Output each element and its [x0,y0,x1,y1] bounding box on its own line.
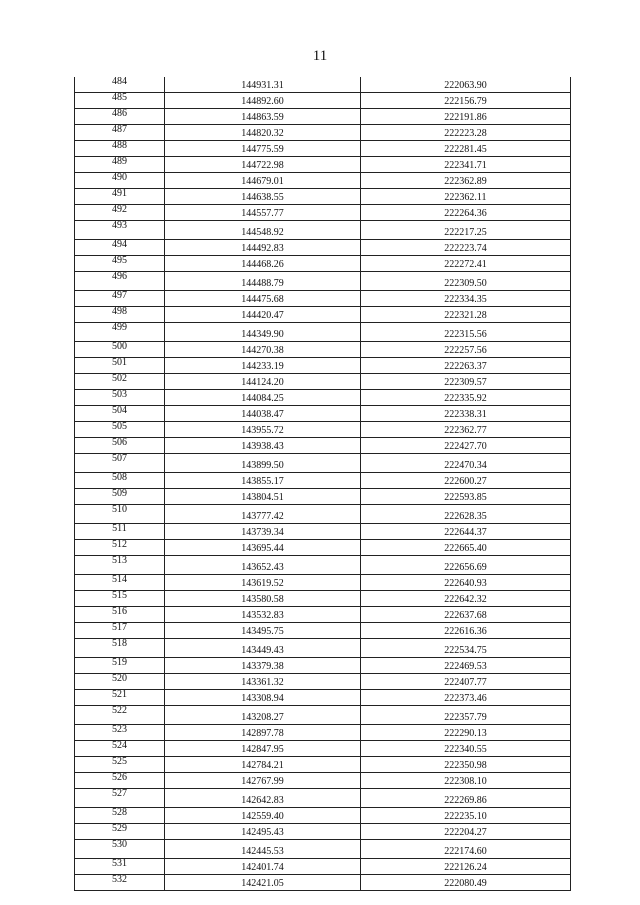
y-coordinate-cell: 222269.86 [361,789,571,808]
x-coordinate-cell: 142421.05 [165,875,361,891]
x-coordinate-cell: 142401.74 [165,859,361,875]
y-coordinate-cell: 222290.13 [361,725,571,741]
table-row [75,489,571,505]
point-number-cell: 531 [75,859,165,875]
point-number-cell: 505 [75,422,165,438]
table-row [75,189,571,205]
point-number-cell: 502 [75,374,165,390]
point-number-cell: 526 [75,773,165,789]
point-number-cell: 504 [75,406,165,422]
x-coordinate-cell: 143379.38 [165,658,361,674]
table-row [75,390,571,406]
point-number-cell: 518 [75,639,165,658]
point-number-cell: 496 [75,272,165,291]
y-coordinate-cell: 222350.98 [361,757,571,773]
x-coordinate-cell: 144492.83 [165,240,361,256]
point-number-cell: 509 [75,489,165,505]
table-row [75,454,571,473]
x-coordinate-cell: 142642.83 [165,789,361,808]
x-coordinate-cell: 144638.55 [165,189,361,205]
table-row [75,690,571,706]
y-coordinate-cell: 222427.70 [361,438,571,454]
x-coordinate-cell: 142784.21 [165,757,361,773]
point-number-cell: 484 [75,77,165,93]
point-number-cell: 517 [75,623,165,639]
x-coordinate-cell: 144468.26 [165,256,361,272]
point-number-cell: 503 [75,390,165,406]
y-coordinate-cell: 222281.45 [361,141,571,157]
y-coordinate-cell: 222640.93 [361,575,571,591]
table-row [75,256,571,272]
x-coordinate-cell: 143495.75 [165,623,361,639]
y-coordinate-cell: 222637.68 [361,607,571,623]
table-row [75,639,571,658]
table-row [75,109,571,125]
point-number-cell: 489 [75,157,165,173]
table-row [75,607,571,623]
x-coordinate-cell: 143449.43 [165,639,361,658]
y-coordinate-cell: 222628.35 [361,505,571,524]
y-coordinate-cell: 222257.56 [361,342,571,358]
table-row [75,374,571,390]
x-coordinate-cell: 144557.77 [165,205,361,221]
point-number-cell: 525 [75,757,165,773]
table-row [75,157,571,173]
point-number-cell: 521 [75,690,165,706]
point-number-cell: 514 [75,575,165,591]
y-coordinate-cell: 222264.36 [361,205,571,221]
x-coordinate-cell: 142897.78 [165,725,361,741]
x-coordinate-cell: 143308.94 [165,690,361,706]
x-coordinate-cell: 144548.92 [165,221,361,240]
point-number-cell: 506 [75,438,165,454]
x-coordinate-cell: 143855.17 [165,473,361,489]
table-row [75,575,571,591]
table-row [75,556,571,575]
y-coordinate-cell: 222357.79 [361,706,571,725]
point-number-cell: 529 [75,824,165,840]
table-row [75,789,571,808]
x-coordinate-cell: 142559.40 [165,808,361,824]
y-coordinate-cell: 222469.53 [361,658,571,674]
y-coordinate-cell: 222600.27 [361,473,571,489]
x-coordinate-cell: 142847.95 [165,741,361,757]
y-coordinate-cell: 222272.41 [361,256,571,272]
table-row [75,658,571,674]
point-number-cell: 522 [75,706,165,725]
y-coordinate-cell: 222315.56 [361,323,571,342]
x-coordinate-cell: 142445.53 [165,840,361,859]
point-number-cell: 530 [75,840,165,859]
page-number: 11 [312,48,328,64]
y-coordinate-cell: 222338.31 [361,406,571,422]
table-row [75,674,571,690]
point-number-cell: 492 [75,205,165,221]
y-coordinate-cell: 222656.69 [361,556,571,575]
point-number-cell: 487 [75,125,165,141]
point-number-cell: 507 [75,454,165,473]
y-coordinate-cell: 222191.86 [361,109,571,125]
table-row [75,505,571,524]
point-number-cell: 501 [75,358,165,374]
table-row [75,342,571,358]
coordinates-table-body [75,77,571,891]
table-row [75,240,571,256]
y-coordinate-cell: 222593.85 [361,489,571,505]
y-coordinate-cell: 222616.36 [361,623,571,639]
table-row [75,205,571,221]
y-coordinate-cell: 222126.24 [361,859,571,875]
point-number-cell: 508 [75,473,165,489]
x-coordinate-cell: 144892.60 [165,93,361,109]
table-row [75,808,571,824]
point-number-cell: 513 [75,556,165,575]
table-row [75,524,571,540]
point-number-cell: 486 [75,109,165,125]
y-coordinate-cell: 222321.28 [361,307,571,323]
point-number-cell: 511 [75,524,165,540]
point-number-cell: 519 [75,658,165,674]
x-coordinate-cell: 143652.43 [165,556,361,575]
table-row [75,706,571,725]
y-coordinate-cell: 222223.28 [361,125,571,141]
table-row [75,473,571,489]
table-row [75,422,571,438]
y-coordinate-cell: 222335.92 [361,390,571,406]
table-row [75,591,571,607]
point-number-cell: 532 [75,875,165,891]
x-coordinate-cell: 144420.47 [165,307,361,323]
point-number-cell: 497 [75,291,165,307]
y-coordinate-cell: 222309.50 [361,272,571,291]
point-number-cell: 494 [75,240,165,256]
table-row [75,77,571,93]
point-number-cell: 491 [75,189,165,205]
table-row [75,221,571,240]
table-row [75,741,571,757]
y-coordinate-cell: 222341.71 [361,157,571,173]
table-row [75,173,571,189]
y-coordinate-cell: 222156.79 [361,93,571,109]
table-row [75,323,571,342]
y-coordinate-cell: 222373.46 [361,690,571,706]
y-coordinate-cell: 222340.55 [361,741,571,757]
y-coordinate-cell: 222642.32 [361,591,571,607]
y-coordinate-cell: 222308.10 [361,773,571,789]
point-number-cell: 500 [75,342,165,358]
x-coordinate-cell: 142495.43 [165,824,361,840]
table-row [75,358,571,374]
table-row [75,623,571,639]
table-row [75,875,571,891]
table-row [75,859,571,875]
y-coordinate-cell: 222217.25 [361,221,571,240]
x-coordinate-cell: 144722.98 [165,157,361,173]
x-coordinate-cell: 143739.34 [165,524,361,540]
x-coordinate-cell: 144233.19 [165,358,361,374]
point-number-cell: 528 [75,808,165,824]
y-coordinate-cell: 222534.75 [361,639,571,658]
x-coordinate-cell: 144679.01 [165,173,361,189]
x-coordinate-cell: 143208.27 [165,706,361,725]
x-coordinate-cell: 143361.32 [165,674,361,690]
point-number-cell: 520 [75,674,165,690]
table-row [75,757,571,773]
point-number-cell: 524 [75,741,165,757]
y-coordinate-cell: 222204.27 [361,824,571,840]
point-number-cell: 488 [75,141,165,157]
x-coordinate-cell: 144038.47 [165,406,361,422]
table-row [75,272,571,291]
x-coordinate-cell: 143938.43 [165,438,361,454]
x-coordinate-cell: 144820.32 [165,125,361,141]
point-number-cell: 495 [75,256,165,272]
table-row [75,125,571,141]
x-coordinate-cell: 143804.51 [165,489,361,505]
x-coordinate-cell: 143955.72 [165,422,361,438]
x-coordinate-cell: 143532.83 [165,607,361,623]
table-row [75,773,571,789]
y-coordinate-cell: 222362.77 [361,422,571,438]
y-coordinate-cell: 222263.37 [361,358,571,374]
table-row [75,307,571,323]
y-coordinate-cell: 222665.40 [361,540,571,556]
point-number-cell: 512 [75,540,165,556]
x-coordinate-cell: 143580.58 [165,591,361,607]
y-coordinate-cell: 222362.89 [361,173,571,189]
x-coordinate-cell: 144475.68 [165,291,361,307]
table-row [75,141,571,157]
x-coordinate-cell: 144931.31 [165,77,361,93]
table-row [75,406,571,422]
table-row [75,93,571,109]
point-number-cell: 527 [75,789,165,808]
y-coordinate-cell: 222223.74 [361,240,571,256]
point-number-cell: 498 [75,307,165,323]
point-number-cell: 510 [75,505,165,524]
point-number-cell: 516 [75,607,165,623]
x-coordinate-cell: 144349.90 [165,323,361,342]
point-number-cell: 515 [75,591,165,607]
point-number-cell: 499 [75,323,165,342]
x-coordinate-cell: 144863.59 [165,109,361,125]
table-row [75,824,571,840]
x-coordinate-cell: 144124.20 [165,374,361,390]
table-row [75,540,571,556]
table-row [75,840,571,859]
x-coordinate-cell: 144488.79 [165,272,361,291]
y-coordinate-cell: 222334.35 [361,291,571,307]
table-row [75,725,571,741]
table-row [75,438,571,454]
y-coordinate-cell: 222235.10 [361,808,571,824]
x-coordinate-cell: 143695.44 [165,540,361,556]
y-coordinate-cell: 222407.77 [361,674,571,690]
x-coordinate-cell: 144775.59 [165,141,361,157]
coordinates-table [74,77,571,891]
x-coordinate-cell: 142767.99 [165,773,361,789]
point-number-cell: 493 [75,221,165,240]
y-coordinate-cell: 222644.37 [361,524,571,540]
y-coordinate-cell: 222080.49 [361,875,571,891]
table-row [75,291,571,307]
y-coordinate-cell: 222362.11 [361,189,571,205]
x-coordinate-cell: 143619.52 [165,575,361,591]
y-coordinate-cell: 222309.57 [361,374,571,390]
x-coordinate-cell: 144270.38 [165,342,361,358]
point-number-cell: 523 [75,725,165,741]
x-coordinate-cell: 144084.25 [165,390,361,406]
x-coordinate-cell: 143899.50 [165,454,361,473]
y-coordinate-cell: 222174.60 [361,840,571,859]
point-number-cell: 490 [75,173,165,189]
x-coordinate-cell: 143777.42 [165,505,361,524]
y-coordinate-cell: 222063.90 [361,77,571,93]
point-number-cell: 485 [75,93,165,109]
y-coordinate-cell: 222470.34 [361,454,571,473]
